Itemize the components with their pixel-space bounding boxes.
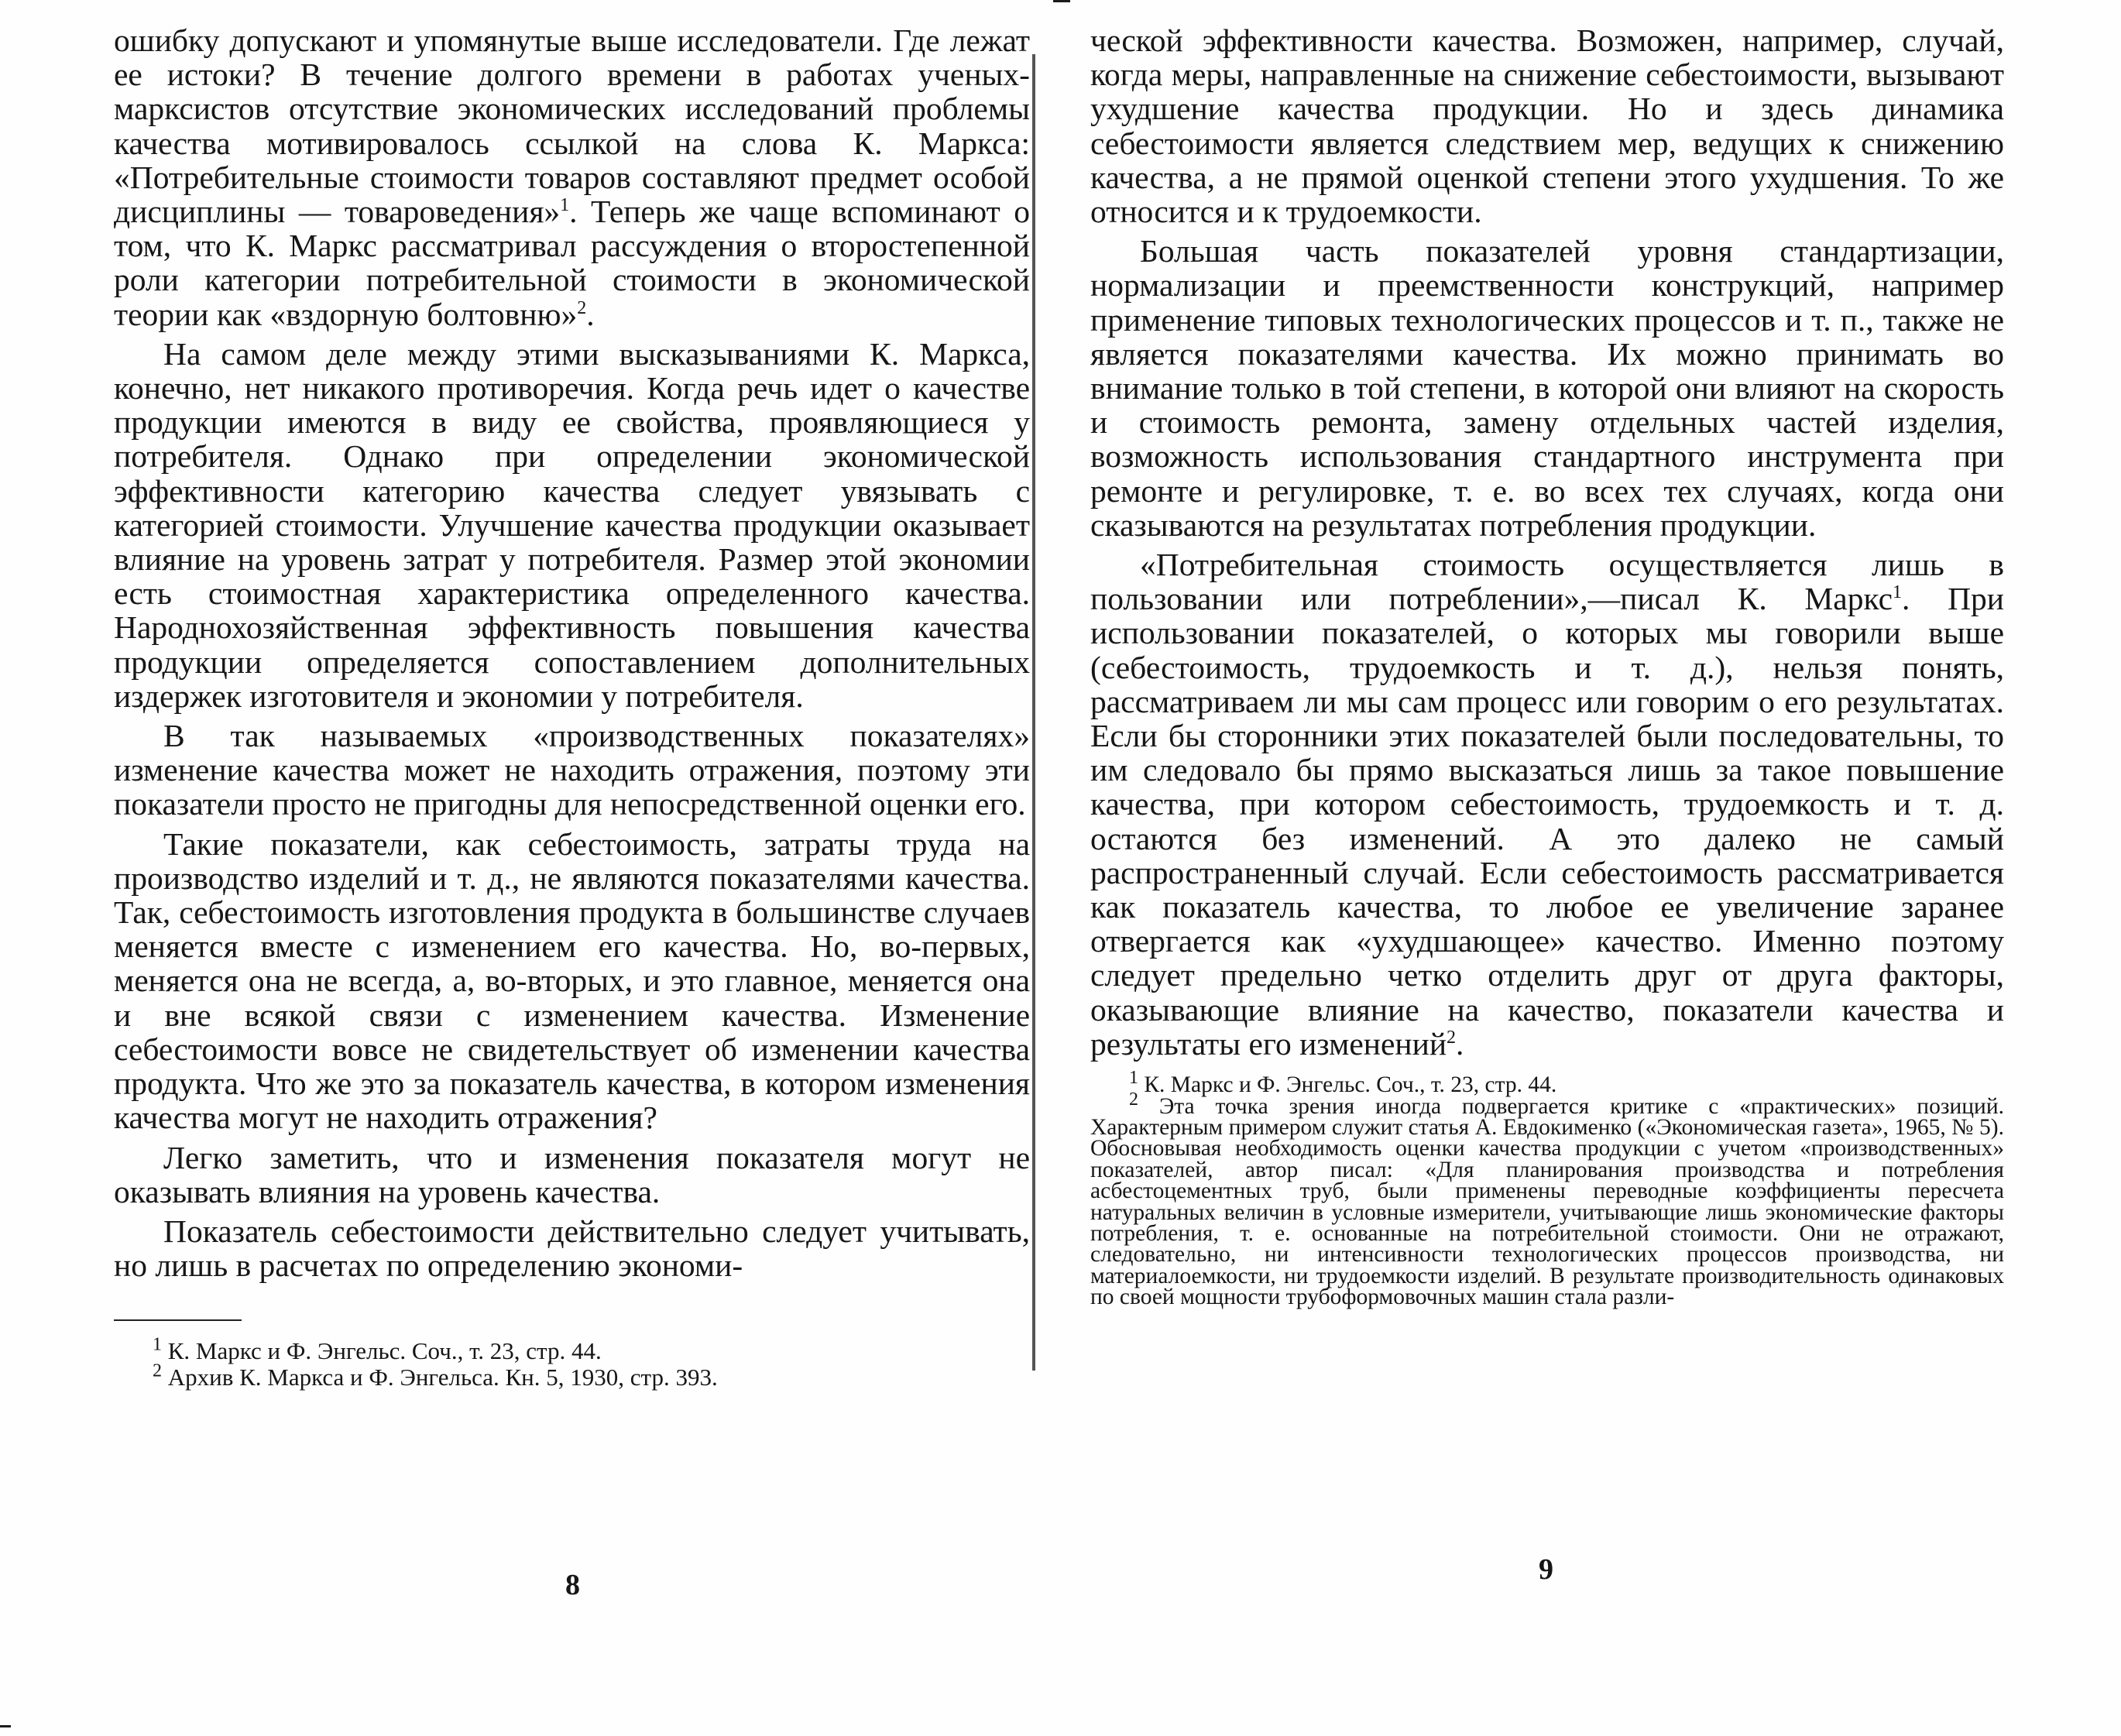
left-footnote-1: $^1$ К. Маркс и Ф. Энгельс. Соч., т. 23, стр. 44.	[153, 1334, 602, 1365]
footnote-ref-1: 1	[1893, 582, 1903, 603]
right-paragraph-3: «Потребительная стоимость осуществляется лишь в пользовании или потреблении»,—писал К. Маркс$^1$. При использовании показателей, о которых мы говорили выше (себестоимость, трудоемкость и т. д.), нельзя понять, рассматриваем ли мы сам процесс или говорим о его результатах. Если бы сторонники этих показателей были последовательны, то им следовало бы прямо высказаться лишь за такое повышение качества, при котором себестоимость, трудоемкость и т. д. остаются без изменений. А это далеко не самый распространенный случай. Если себестоимость рассматривается как показатель качества, то любое ее увеличение заранее отвергается как «ухудшающее» качество. Именно поэтому следует предельно четко отделить друг от друга факторы, оказывающие влияние на качество, показатели качества и результаты его изменений$^2$.	[1090, 547, 2004, 1062]
left-paragraph-3: В так называемых «производственных показателях» изменение качества может не находить отражения, поэтому эти показатели просто не пригодны для непосредственной оценки его.	[114, 718, 1030, 822]
left-footnote-2: $^2$ Архив К. Маркса и Ф. Энгельса. Кн. 5, 1930, стр. 393.	[153, 1360, 718, 1391]
left-paragraph-1: ошибку допускают и упомянутые выше исследователи. Где лежат ее истоки? В течение долгого времени в работах ученых-марксистов отсутствие экономических исследований проблемы качества мотивировалось ссылкой на слова К. Маркса: «Потребительные стоимости товаров составляют предмет особой дисциплины — товароведения»$^1$. Теперь же чаще вспоминают о том, что К. Маркс рассматривал рассуждения о второстепенной роли категории потребительной стоимости в экономической теории как «вздорную болтовню»$^2$.	[114, 22, 1030, 332]
footnote-ref-2: 2	[577, 297, 587, 318]
left-paragraph-6: Показатель себестоимости действительно следует учитывать, но лишь в расчетах по определению экономи-	[114, 1213, 1030, 1284]
footnote-ref-2: 2	[1447, 1028, 1457, 1048]
left-paragraph-4: Такие показатели, как себестоимость, затраты труда на производство изделий и т. д., не являются показателями качества. Так, себестоимость изготовления продукта в большинстве случаев меняется вместе с изменением его качества. Но, во-первых, меняется она не всегда, а, во-вторых, и это главное, меняется она и вне всякой связи с изменением качества. Изменение себестоимости вовсе не свидетельствует об изменении качества продукта. Что же это за показатель качества, в котором изменения качества могут не находить отражения?	[114, 825, 1030, 1136]
footnote-separator	[114, 1319, 242, 1321]
right-footnote-2: $^2$ Эта точка зрения иногда подвергается критике с «практических» позиций. Характерным примером служит статья А. Евдокименко («Экономическая газета», 1965, № 5). Обосновывая необходимость оценки качества продукции с учетом «производственных» показателей, автор писал: «Для планирования производства и потребления асбестоцементных труб, были применены переводные коэффициенты пересчета натуральных величин в условные измерители, учитывающие лишь экономические факторы потребления, т. е. основанные на потребительной стоимости. Они не отражают, следовательно, ни интенсивности технологических процессов производства, ни материалоемкости, ни трудоемкости изделий. В результате производительность одинаковых по своей мощности трубоформовочных машин стала разли-	[1090, 1089, 2005, 1310]
scan-mark-top	[1053, 0, 1070, 2]
right-footnote-1: $^1$ К. Маркс и Ф. Энгельс. Соч., т. 23, стр. 44.	[1129, 1068, 1557, 1098]
scan-edge-left-page	[1032, 54, 1035, 1371]
right-paragraph-2: Большая часть показателей уровня стандартизации, нормализации и преемственности конструкций, например применение типовых технологических процессов и т. п., также не является показателями качества. Их можно принимать во внимание только в той степени, в которой они влияют на скорость и стоимость ремонта, замену отдельных частей изделия, возможность использования стандартного инструмента при ремонте и регулировке, т. е. во всех тех случаях, когда они сказываются на результатах потребления продукции.	[1090, 233, 2004, 543]
page-number-right: 9	[1539, 1553, 1553, 1586]
scan-mark-bottom-left	[0, 1725, 11, 1727]
right-page	[1090, 23, 2004, 1309]
page-number-left: 8	[565, 1569, 580, 1601]
left-page	[114, 23, 1030, 1390]
right-paragraph-1: ческой эффективности качества. Возможен, например, случай, когда меры, направленные на снижение себестоимости, вызывают ухудшение качества продукции. Но и здесь динамика себестоимости является следствием мер, ведущих к снижению качества, а не прямой оценкой степени этого ухудшения. То же относится и к трудоемкости.	[1090, 22, 2004, 230]
footnote-ref-1: 1	[560, 195, 570, 216]
left-paragraph-2: На самом деле между этими высказываниями К. Маркса, конечно, нет никакого противоречия. Когда речь идет о качестве продукции имеются в виду ее свойства, проявляющиеся у потребителя. Однако при определении экономической эффективности категорию качества следует увязывать с категорией стоимости. Улучшение качества продукции оказывает влияние на уровень затрат у потребителя. Размер этой экономии есть стоимостная характеристика определенного качества. Народнохозяйственная эффективность повышения качества продукции определяется сопоставлением дополнительных издержек изготовителя и экономии у потребителя.	[114, 335, 1030, 714]
left-paragraph-5: Легко заметить, что и изменения показателя могут не оказывать влияния на уровень качества.	[114, 1139, 1030, 1209]
